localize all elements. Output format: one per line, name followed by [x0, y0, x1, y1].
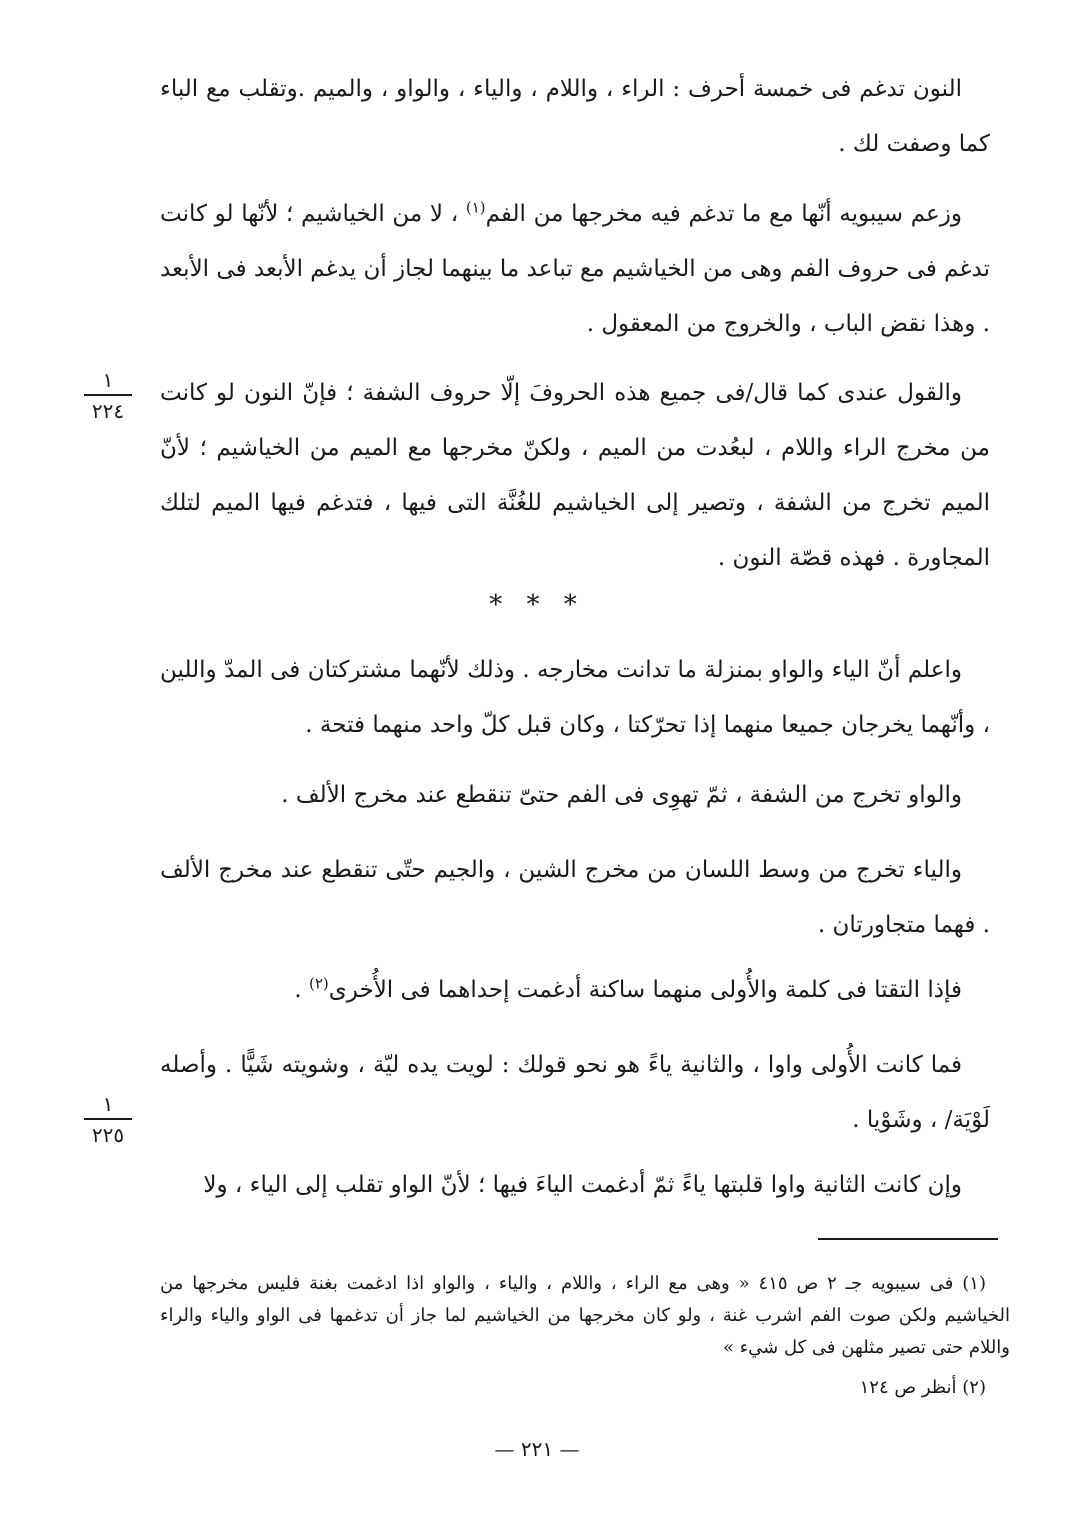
footnote-2 — [160, 1372, 1010, 1404]
footnotes — [160, 1268, 1010, 1404]
margin-folio-ref-225 — [84, 1092, 132, 1147]
paragraph-2 — [160, 187, 990, 352]
paragraph-7-text-b: . — [294, 977, 309, 1003]
paragraph-2-text-a: وزعم سيبويه أنّها مع ما تدغم فيه مخرجها من الفم — [485, 201, 962, 227]
paragraph-4 — [160, 643, 990, 753]
margin-ref-rule — [84, 1118, 132, 1120]
footnote-2-text: (٢) أنظر ص ١٢٤ — [859, 1377, 986, 1398]
footnote-divider — [818, 1238, 998, 1240]
page-number: — ٢٢١ — — [494, 1437, 580, 1461]
paragraph-9-text: وإن كانت الثانية واوا قلبتها ياءً ثمّ أدغمت الياءَ فيها ؛ لأنّ الواو تقلب إلى الياء ، ولا — [203, 1172, 962, 1198]
paragraph-5-text: والواو تخرج من الشفة ، ثمّ تهوِى فى الفم حتىّ تنقطع عند مخرج الألف . — [281, 782, 962, 808]
paragraph-7-text-a: فإذا التقتا فى كلمة والأُولى منهما ساكنة أدغمت إحداهما فى الأُخرى — [328, 977, 962, 1003]
paragraph-4-text: واعلم أنّ الياء والواو بمنزلة ما تدانت مخارجه . وذلك لأنّهما مشتركتان فى المدّ واللين ، وأنّهما يخرجان جميعا منهما إذا تحرّكتا ، وكان قبل كلّ واحد منهما فتحة . — [160, 657, 990, 738]
footnote-1-text: (١) فى سيبويه جـ ٢ ص ٤١٥ « وهى مع الراء ، واللام ، والياء ، والواو اذا ادغمت بغنة فليس مخرجها من الخياشيم ولكن صوت الفم اشرب غنة ، ولو كان مخرجها من الخياشيم لما جاز أن تدغمها فى الواو والياء والراء واللام حتى تصير مثلهن فى كل شيء » — [160, 1273, 1010, 1358]
paragraph-3 — [160, 366, 990, 586]
paragraph-7 — [160, 963, 990, 1018]
margin-ref-top: ١ — [102, 368, 114, 392]
margin-folio-ref-224 — [84, 368, 132, 423]
paragraph-1-text: النون تدغم فى خمسة أحرف : الراء ، واللام ، والياء ، والواو ، والميم .وتقلب مع الباء كما وصفت لك . — [160, 76, 990, 157]
margin-ref-rule — [84, 394, 132, 396]
margin-ref-bottom: ٢٢٥ — [91, 1123, 125, 1147]
paragraph-5 — [160, 768, 990, 823]
paragraph-3-text: والقول عندى كما قال/فى جميع هذه الحروفَ إلّا حروف الشفة ؛ فإنّ النون لو كانت من مخرج الراء واللام ، لبعُدت من الميم ، ولكنّ مخرجها مع الميم من الخياشيم ؛ لأنّ الميم تخرج من الشفة ، وتصير إلى الخياشيم للغُنَّة التى فيها ، فتدغم فيها الميم لتلك المجاورة . فهذه قصّة النون . — [160, 380, 990, 571]
section-separator: * * * — [489, 590, 585, 620]
paragraph-8 — [160, 1038, 990, 1148]
footnote-ref-2[interactable]: (٢) — [309, 974, 329, 993]
paragraph-1 — [160, 62, 990, 172]
margin-ref-top: ١ — [102, 1092, 114, 1116]
paragraph-8-text: فما كانت الأُولى واوا ، والثانية ياءً هو نحو قولك : لويت يده ليّة ، وشويته شَيًّا . وأصله لَوْيَة/ ، وشَوْيا . — [160, 1052, 990, 1133]
footnote-1 — [160, 1268, 1010, 1364]
margin-ref-bottom: ٢٢٤ — [91, 399, 125, 423]
paragraph-6 — [160, 843, 990, 953]
paragraph-9 — [160, 1158, 990, 1213]
paragraph-2-text-b: ، لا من الخياشيم ؛ لأنّها لو كانت تدغم فى حروف الفم وهى من الخياشيم مع تباعد ما بينهما لجاز أن يدغم الأبعد فى الأبعد . وهذا نقض الباب ، والخروج من المعقول . — [160, 201, 990, 337]
footnote-ref-1[interactable]: (١) — [465, 198, 486, 217]
paragraph-6-text: والياء تخرج من وسط اللسان من مخرج الشين ، والجيم حتّى تنقطع عند مخرج الألف . فهما متجاورتان . — [160, 857, 990, 938]
